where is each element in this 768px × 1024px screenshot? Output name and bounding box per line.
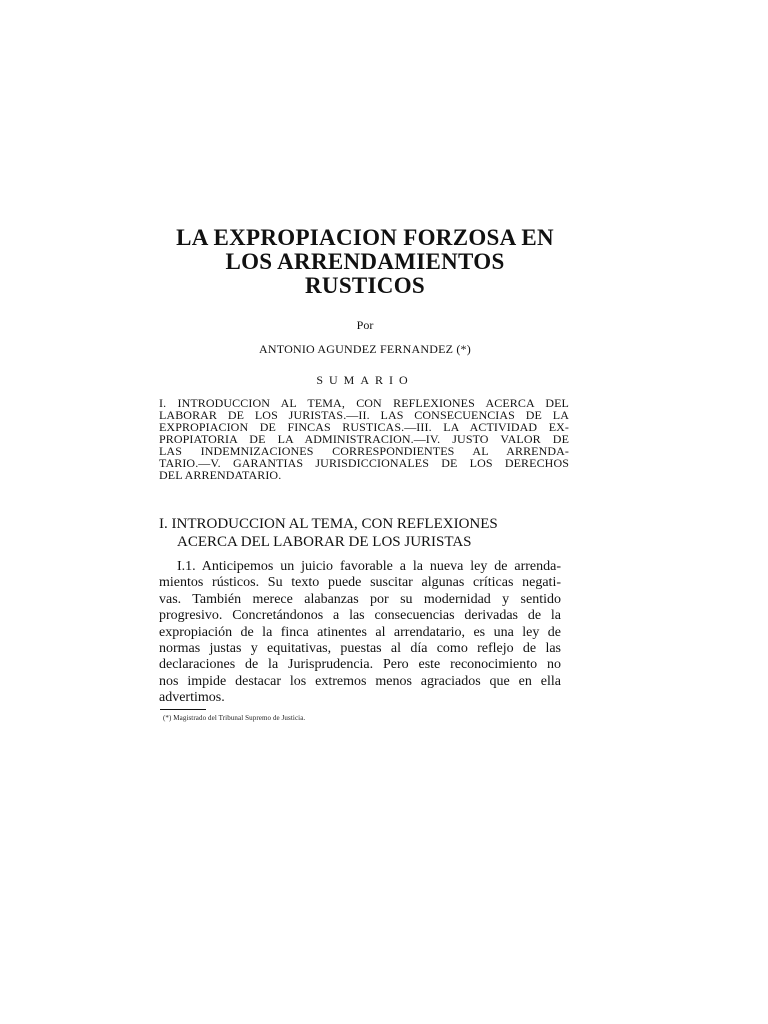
footnote: (*) Magistrado del Tribunal Supremo de Justicia.	[163, 714, 306, 722]
paragraph-line: normas justas y equitativas, puestas al día como reflejo de las	[159, 641, 561, 657]
paragraph-line: expropiación de la finca atinentes al arrendatario, es una ley de	[159, 624, 561, 640]
sumario-line: EXPROPIACION DE FINCAS RUSTICAS.—III. LA ACTIVIDAD EX-	[159, 420, 569, 434]
sumario-line: LABORAR DE LOS JURISTAS.—II. LAS CONSECUENCIAS DE LA	[159, 408, 569, 422]
sumario-line: PROPIATORIA DE LA ADMINISTRACION.—IV. JUSTO VALOR DE	[159, 432, 569, 446]
paragraph-line: vas. También merece alabanzas por su modernidad y sentido	[159, 591, 561, 607]
paragraph-line: progresivo. Concretándonos a las consecuencias derivadas de la	[159, 608, 561, 624]
sumario-line: I. INTRODUCCION AL TEMA, CON REFLEXIONES ACERCA DEL	[159, 396, 569, 410]
sumario-text	[159, 397, 569, 481]
title-line: LOS ARRENDAMIENTOS	[225, 249, 505, 274]
paragraph-line: I.1. Anticipemos un juicio favorable a la nueva ley de arrenda-	[177, 559, 561, 574]
footnote-divider	[160, 709, 206, 710]
sumario-line: LAS INDEMNIZACIONES CORRESPONDIENTES AL ARRENDA-	[159, 444, 569, 458]
section-heading	[159, 515, 579, 551]
title-line: LA EXPROPIACION FORZOSA EN	[176, 225, 554, 250]
article-title	[150, 226, 580, 298]
body-paragraph	[159, 559, 561, 707]
paragraph-line: declaraciones de la Jurisprudencia. Pero este reconocimiento no	[159, 657, 561, 673]
paragraph-line: mientos rústicos. Su texto puede suscitar algunas críticas negati-	[159, 575, 561, 591]
sumario-line: TARIO.—V. GARANTIAS JURISDICCIONALES DE LOS DERECHOS	[159, 456, 569, 470]
paragraph-line: nos impide destacar los extremos menos agraciados que en ella	[159, 673, 561, 689]
section-heading-line: I. INTRODUCCION AL TEMA, CON REFLEXIONES	[159, 516, 498, 532]
section-heading-line: ACERCA DEL LABORAR DE LOS JURISTAS	[177, 534, 472, 550]
author-name: ANTONIO AGUNDEZ FERNANDEZ (*)	[259, 342, 471, 356]
sumario-line: DEL ARRENDATARIO.	[159, 468, 282, 482]
title-line: RUSTICOS	[305, 273, 425, 298]
paragraph-line: advertimos.	[159, 690, 225, 706]
sumario-heading: SUMARIO	[316, 373, 414, 387]
byline-por: Por	[356, 318, 374, 332]
